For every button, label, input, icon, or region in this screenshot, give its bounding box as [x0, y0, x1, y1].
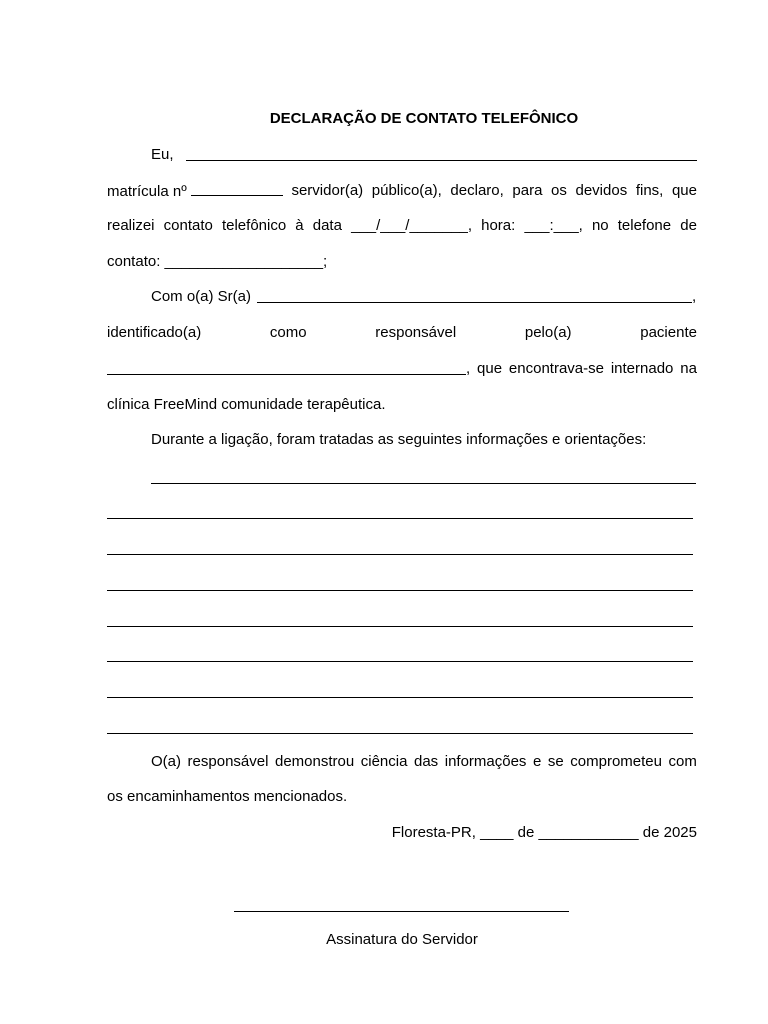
text-segment: pelo(a)	[524, 324, 572, 341]
declarant-name-field[interactable]	[186, 160, 697, 161]
text-segment: como	[269, 324, 307, 341]
identified-row	[107, 324, 697, 342]
acknowledgement-end: os encaminhamentos mencionados.	[107, 788, 348, 805]
text-segment: informações	[444, 753, 527, 770]
responsible-name-row	[151, 288, 697, 306]
text-segment: comprometeu	[570, 753, 662, 770]
text-segment: das	[414, 753, 439, 770]
text-segment: internado	[610, 360, 674, 377]
text-segment: declaro,	[450, 182, 504, 199]
text-segment: hora:	[481, 217, 516, 234]
text-segment: público(a),	[371, 182, 442, 199]
text-segment: os	[551, 182, 567, 199]
text-segment: realizei	[107, 217, 155, 234]
text-segment: de	[680, 217, 697, 234]
place-date-line[interactable]: Floresta-PR, ____ de ____________ de 2025	[391, 824, 697, 841]
registration-label: matrícula nº	[107, 182, 283, 201]
text-segment: encontrava-se	[508, 360, 604, 377]
text-segment: na	[680, 360, 697, 377]
text-segment: responsável	[187, 753, 269, 770]
info-line[interactable]	[107, 626, 693, 627]
com-label: Com o(a) Sr(a)	[151, 288, 252, 305]
text-segment: e	[532, 753, 542, 770]
text-segment: à	[295, 217, 304, 234]
text-segment: que	[477, 360, 503, 377]
text-segment: demonstrou	[274, 753, 355, 770]
info-line[interactable]	[107, 697, 693, 698]
info-line[interactable]	[107, 554, 693, 555]
text-segment: servidor(a)	[291, 182, 364, 199]
text-segment: telefone	[617, 217, 672, 234]
text-segment: telefônico	[221, 217, 287, 234]
time-field[interactable]: ___:___,	[524, 217, 583, 234]
text-segment: contato	[163, 217, 213, 234]
text-segment: paciente	[640, 324, 697, 341]
patient-row	[466, 360, 697, 378]
text-segment: para	[512, 182, 543, 199]
text-segment: responsável	[375, 324, 457, 341]
text-segment: que	[671, 182, 697, 199]
comma: ,	[692, 288, 697, 305]
information-intro: Durante a ligação, foram tratadas as seguintes informações e orientações:	[151, 431, 647, 448]
registration-field[interactable]	[191, 182, 283, 196]
date-field[interactable]: ___/___/_______,	[351, 217, 473, 234]
declarant-name-row	[151, 146, 697, 164]
acknowledgement-row	[151, 753, 697, 771]
text-segment: devidos	[575, 182, 628, 199]
contact-date-row	[107, 217, 697, 235]
text-segment: ciência	[360, 753, 408, 770]
text-segment: data	[312, 217, 342, 234]
text-segment: com	[668, 753, 697, 770]
signature-label: Assinatura do Servidor	[326, 931, 478, 948]
signature-line[interactable]	[234, 911, 569, 912]
contact-phone-line[interactable]: contato: ___________________;	[107, 253, 328, 270]
text-segment: fins,	[635, 182, 664, 199]
patient-name-field[interactable]	[107, 374, 466, 375]
text-segment: se	[547, 753, 564, 770]
document-title: DECLARAÇÃO DE CONTATO TELEFÔNICO	[269, 110, 579, 127]
info-line[interactable]	[107, 661, 693, 662]
responsible-name-field[interactable]	[257, 302, 692, 303]
registration-row	[107, 182, 697, 201]
text-segment: O(a)	[151, 753, 181, 770]
text-segment: identificado(a)	[107, 324, 202, 341]
text-segment: no	[591, 217, 609, 234]
info-line[interactable]	[107, 590, 693, 591]
text-segment: ,	[466, 360, 471, 377]
info-line[interactable]	[107, 518, 693, 519]
clinic-line: clínica FreeMind comunidade terapêutica.	[107, 396, 386, 413]
info-line[interactable]	[107, 733, 693, 734]
info-line[interactable]	[151, 483, 696, 484]
eu-label: Eu,	[151, 146, 174, 163]
